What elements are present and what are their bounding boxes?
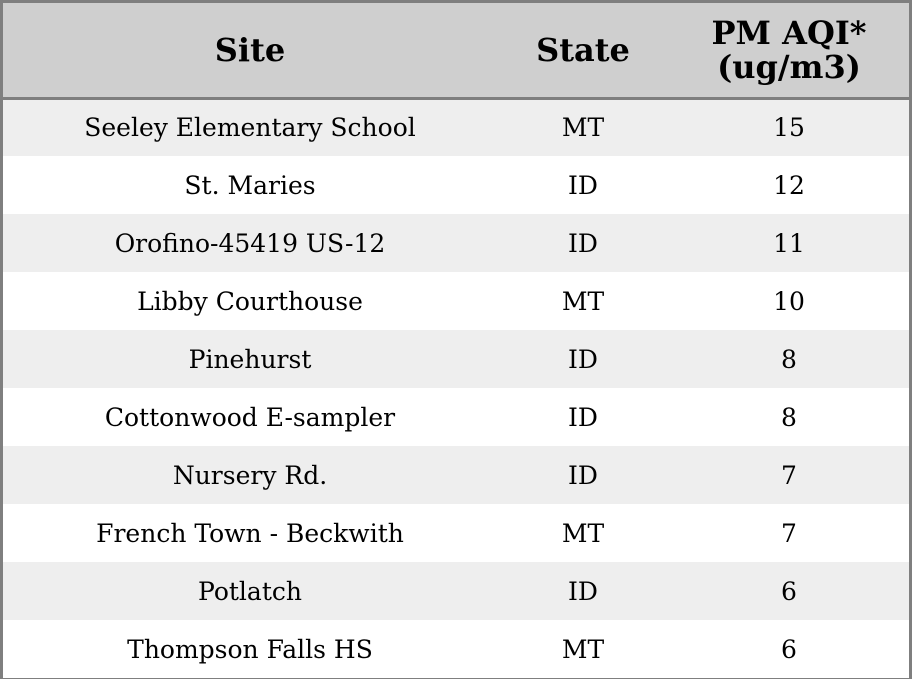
pm-aqi-cell: 11 (773, 228, 805, 258)
table-row (3, 504, 909, 562)
pm-aqi-cell: 8 (781, 344, 797, 374)
site-cell: Cottonwood E-sampler (104, 402, 396, 432)
column-header-pm-aqi-line1: PM AQI* (711, 13, 867, 52)
column-header-site: Site (3, 3, 497, 98)
aqi-table (3, 3, 909, 678)
site-cell: St. Maries (184, 170, 316, 200)
table-row (3, 620, 909, 678)
table-row (3, 214, 909, 272)
site-cell: Seeley Elementary School (84, 113, 416, 143)
pm-aqi-cell: 6 (781, 576, 797, 606)
table-row (3, 98, 909, 156)
pm-aqi-cell: 8 (781, 402, 797, 432)
header-row (3, 3, 909, 98)
pm-aqi-cell: 15 (773, 113, 805, 143)
column-header-pm-aqi (669, 3, 909, 98)
table-header (3, 3, 909, 98)
pm-aqi-cell: 6 (781, 634, 797, 664)
site-cell: French Town - Beckwith (96, 518, 404, 548)
column-header-state: State (497, 3, 669, 98)
state-cell: MT (561, 518, 605, 548)
column-header-pm-aqi-unit: (ug/m3) (717, 47, 861, 86)
site-cell: Nursery Rd. (172, 460, 328, 490)
state-cell: ID (568, 402, 598, 432)
state-cell: ID (568, 344, 598, 374)
state-cell: MT (561, 286, 605, 316)
state-cell: MT (561, 634, 605, 664)
state-cell: ID (568, 576, 598, 606)
table-row (3, 562, 909, 620)
table-row (3, 156, 909, 214)
state-cell: ID (568, 228, 598, 258)
state-cell: ID (568, 460, 598, 490)
table-row (3, 446, 909, 504)
site-cell: Thompson Falls HS (127, 634, 373, 664)
site-cell: Libby Courthouse (137, 286, 363, 316)
table-body (3, 98, 909, 678)
table-row (3, 388, 909, 446)
state-cell: ID (568, 170, 598, 200)
site-cell: Orofino-45419 US-12 (114, 228, 386, 258)
pm-aqi-cell: 7 (781, 460, 797, 490)
site-cell: Pinehurst (188, 344, 312, 374)
state-cell: MT (561, 113, 605, 143)
site-cell: Potlatch (198, 576, 302, 606)
table-row (3, 272, 909, 330)
table-row (3, 330, 909, 388)
pm-aqi-cell: 12 (773, 170, 805, 200)
pm-aqi-cell: 10 (773, 286, 805, 316)
pm-aqi-cell: 7 (781, 518, 797, 548)
